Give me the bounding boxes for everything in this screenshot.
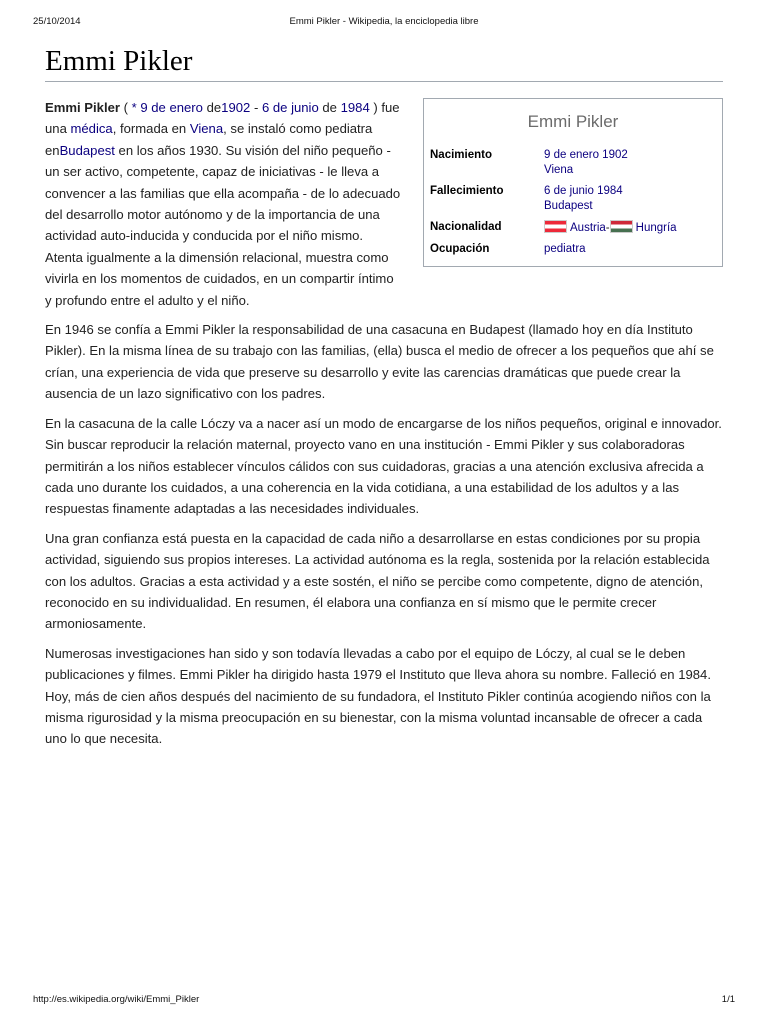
link-birth-date[interactable]: 9 de enero 1902 — [544, 149, 628, 161]
infobox-row-ocupacion — [428, 239, 718, 260]
page-title: Emmi Pikler — [45, 40, 723, 82]
subject-name: Emmi Pikler — [45, 100, 120, 115]
intro-text-5: ) fue una — [45, 100, 400, 137]
paragraph-2: En la casacuna de la calle Lóczy va a nacer así un modo de encargarse de los niños pequeños, original e innovador. Sin buscar reproducir la relación maternal, proyecto vano en una institución - Emmi Pikler y sus colaboradoras permitirán a los niños establecer vínculos cálidos con sus cuidadoras, gracias a una atención exclusiva afrecida a cada uno durante los cuidados, a una coherencia en la vida cotidiana, a una estabilidad de los adultos y a las respuestas finamente adaptadas a las necesidades individuales. — [45, 415, 722, 517]
link-budapest[interactable]: Budapest — [59, 142, 115, 158]
infobox-value-nacimiento — [542, 145, 718, 181]
link-year-1984[interactable]: 1984 — [340, 100, 370, 115]
print-url: http://es.wikipedia.org/wiki/Emmi_Pikler — [33, 994, 200, 1005]
infobox — [423, 98, 723, 267]
intro-text-7: , se instaló como pediatra en — [45, 121, 373, 158]
intro-text-6: , formada en — [112, 121, 190, 137]
article-body — [45, 97, 723, 750]
infobox-row-fallecimiento — [428, 181, 718, 217]
link-hungary[interactable]: Hungría — [635, 222, 677, 234]
print-footer — [33, 994, 735, 1008]
paragraph-4: Numerosas investigaciones han sido y son todavía llevadas a cabo por el equipo de Lóczy, al cual se le deben publicaciones y filmes. Emmi Pikler ha dirigido hasta 1979 el Instituto que lleva ahora su nombre. Falleció en 1984. Hoy, más de cien años después del nacimiento de su fundadora, el Instituto Pikler continúa acogiendo niños con la misma rigurosidad y la misma preocupación en su bienestar, con la misma voluntad incansable de ofrecer a cada uno lo que necesita. — [45, 645, 711, 747]
link-medica[interactable]: médica — [70, 121, 113, 137]
link-year-1902[interactable]: 1902 — [221, 100, 251, 115]
link-birth-place[interactable]: Viena — [544, 164, 574, 176]
link-death-day[interactable]: 6 de junio — [261, 100, 319, 115]
intro-text-4: de — [318, 100, 341, 115]
paragraph-3: Una gran confianza está puesta en la capacidad de cada niño a desarrollarse en estas condiciones por su propia actividad, siguiendo sus propios intereses. La actividad autónoma es la regla, sostenida por la relación establecida con los adultos. Gracias a esta actividad y a este sostén, el niño se percibe como competente, digno de atención, reconocido en su individualidad. En resumen, él elabora una confianza en sí mismo que le permite crecer armoniosamente. — [45, 530, 710, 632]
infobox-value-nacionalidad — [542, 217, 718, 239]
infobox-value-fallecimiento — [542, 181, 718, 217]
intro-text-1: ( — [119, 100, 132, 115]
infobox-label-ocupacion: Ocupación — [430, 243, 490, 255]
infobox-table — [428, 145, 718, 260]
intro-text-2: de — [202, 100, 222, 115]
austria-flag-icon — [544, 220, 567, 233]
print-date: 25/10/2014 — [33, 16, 81, 27]
infobox-row-nacimiento — [428, 145, 718, 181]
article-content — [45, 40, 723, 758]
link-viena[interactable]: Viena — [189, 121, 224, 137]
infobox-value-ocupacion — [542, 239, 718, 260]
nationality-separator: - — [605, 222, 610, 234]
link-death-date[interactable]: 6 de junio 1984 — [544, 185, 623, 197]
infobox-row-nacionalidad — [428, 217, 718, 239]
hungary-flag-icon — [610, 220, 633, 233]
intro-text-8: en los años 1930. Su visión del niño pequeño - un ser activo, competente, capaz de iniciativas - le lleva a convencer a las familias que ella acompaña - de lo adecuado del desarrollo motor autónomo y de la importancia de una actividad auto-inducida y conducida por el niño mismo. Atenta igualmente a la dimensión relacional, muestra como vivirla en los momentos de cuidados, en un compartir íntimo y profundo entre el adulto y el niño. — [45, 142, 401, 308]
infobox-label-nacionalidad: Nacionalidad — [430, 221, 502, 233]
link-pediatra[interactable]: pediatra — [544, 243, 586, 255]
paragraph-1: En 1946 se confía a Emmi Pikler la responsabilidad de una casacuna en Budapest (llamado hoy en día Instituto Pikler). En la misma línea de su trabajo con las familias, (ella) busca el medio de ofrecer a los pequeños que ahí se crían, una experiencia de vida que preserve su desarrollo y evite las carencias dramáticas que puede crear la ausencia de un lazo significativo con los padres. — [45, 322, 714, 402]
infobox-label-nacimiento: Nacimiento — [430, 149, 492, 161]
intro-text-3: - — [250, 100, 262, 115]
infobox-label-fallecimiento: Fallecimiento — [430, 185, 504, 197]
link-austria[interactable]: Austria — [570, 222, 606, 234]
link-birth-day[interactable]: * 9 de enero — [131, 100, 203, 115]
print-page-title: Emmi Pikler - Wikipedia, la enciclopedia libre — [289, 16, 479, 27]
link-death-place[interactable]: Budapest — [544, 200, 593, 212]
print-page-number: 1/1 — [721, 994, 735, 1005]
print-header — [33, 16, 735, 30]
infobox-title: Emmi Pikler — [527, 112, 619, 131]
